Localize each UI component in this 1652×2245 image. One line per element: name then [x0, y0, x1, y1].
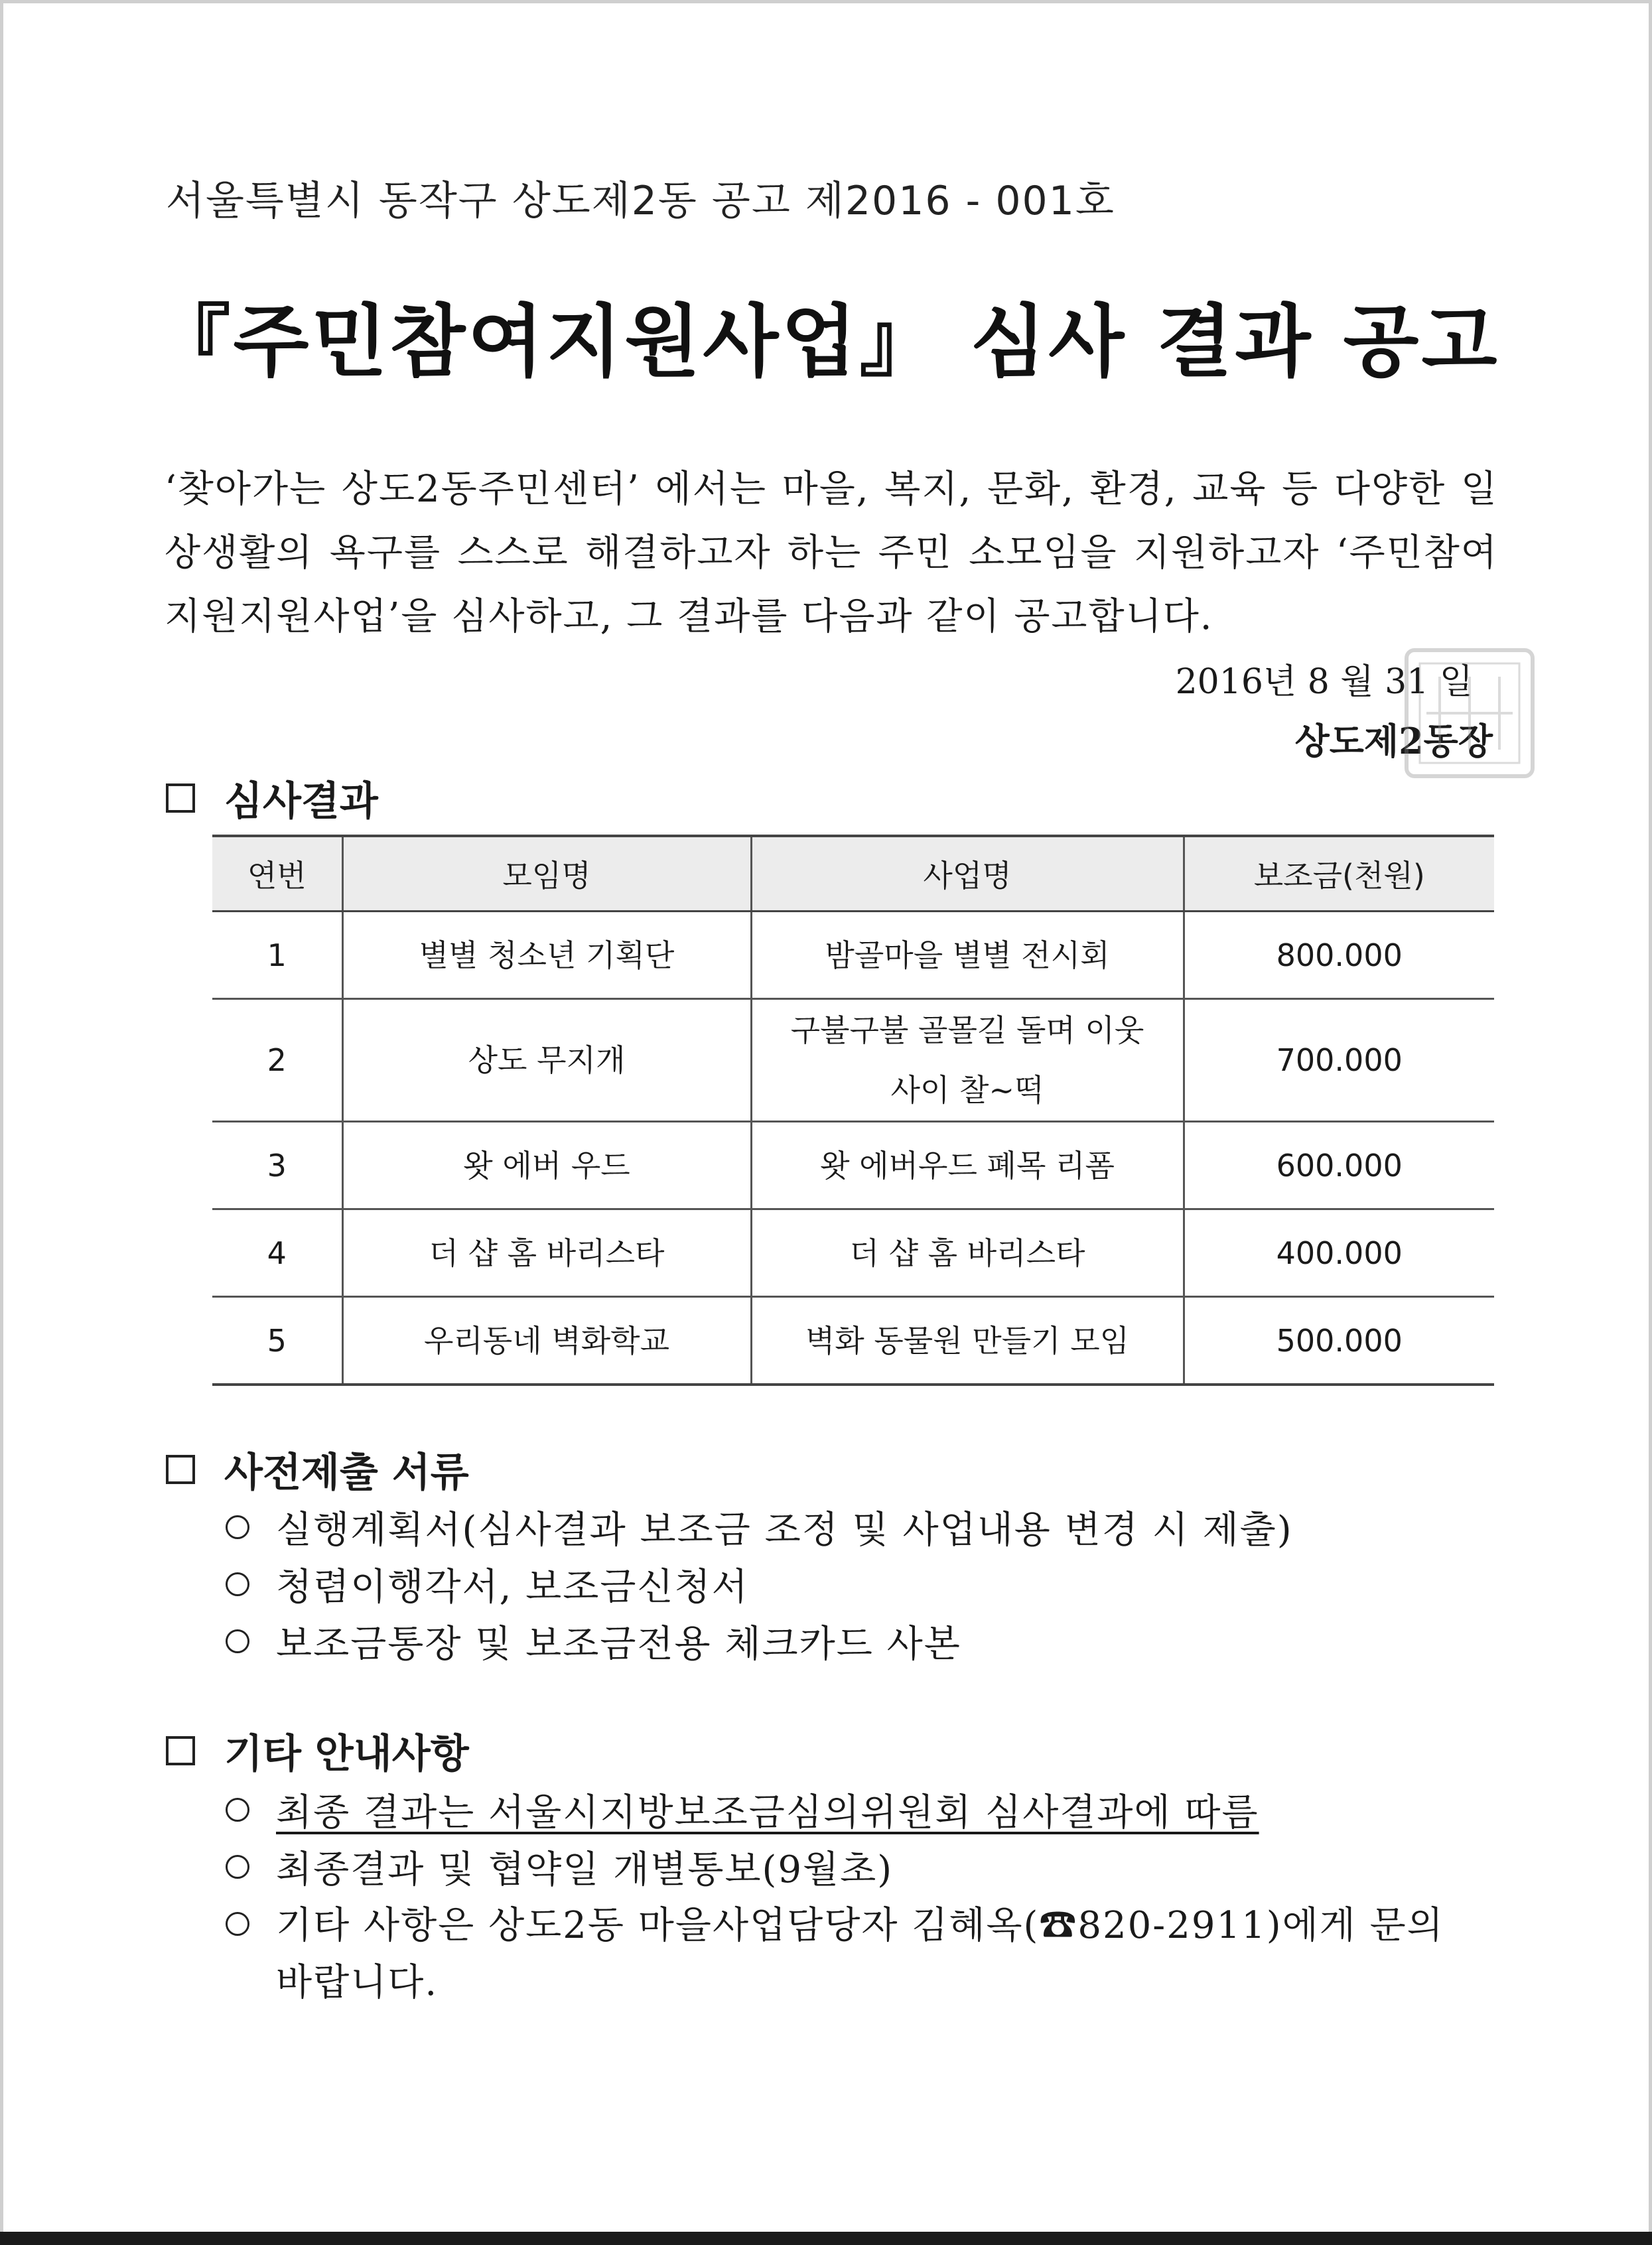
- table-row: [212, 1122, 1494, 1209]
- cell-amount: 500.000: [1184, 1297, 1494, 1385]
- cell-no: 3: [212, 1122, 342, 1209]
- documents-list: [226, 1501, 1293, 1672]
- cell-amount: 400.000: [1184, 1209, 1494, 1297]
- checkbox-icon: [166, 1455, 195, 1484]
- circle-bullet-icon: [226, 1855, 249, 1879]
- table-row: [212, 1209, 1494, 1297]
- col-header-no: 연번: [212, 836, 342, 912]
- cell-no: 1: [212, 912, 342, 999]
- checkbox-icon: [166, 783, 195, 813]
- cell-project: 밤골마을 별별 전시회: [751, 912, 1184, 999]
- cell-amount: 800.000: [1184, 912, 1494, 999]
- section-documents-heading: 사전제출 서류: [166, 1441, 469, 1498]
- notice-number: 서울특별시 동작구 상도제2동 공고 제2016 - 001호: [166, 178, 1115, 224]
- circle-bullet-icon: [226, 1572, 249, 1596]
- signer: 상도제2동장: [1294, 720, 1493, 762]
- cell-no: 4: [212, 1209, 342, 1297]
- cell-amount: 600.000: [1184, 1122, 1494, 1209]
- list-item: 최종 결과는 서울시지방보조금심의위원회 심사결과에 따름: [226, 1783, 1464, 1840]
- list-item: 최종결과 및 협약일 개별통보(9월초): [226, 1840, 1464, 1897]
- cell-project: 더 샵 홈 바리스타: [751, 1209, 1184, 1297]
- cell-no: 2: [212, 999, 342, 1122]
- cell-project: [751, 999, 1184, 1122]
- page-title: 『주민참여지원사업』 심사 결과 공고: [152, 296, 1500, 387]
- official-seal-stamp: [1387, 637, 1552, 789]
- section-results-heading: 심사결과: [166, 770, 378, 827]
- circle-bullet-icon: [226, 1629, 249, 1653]
- col-header-amount: 보조금(천원): [1184, 836, 1494, 912]
- intro-paragraph: ‘찾아가는 상도2동주민센터’ 에서는 마을, 복지, 문화, 환경, 교육 등 다양한 일상생활의 욕구를 스스로 해결하고자 하는 주민 소모임을 지원하고자 ‘주민참여 지원지원사업’을 심사하고, 그 결과를 다음과 같이 공고합니다.: [165, 468, 1498, 638]
- circle-bullet-icon: [226, 1515, 249, 1539]
- cell-group: 더 샵 홈 바리스타: [342, 1209, 751, 1297]
- cell-no: 5: [212, 1297, 342, 1385]
- cell-amount: 700.000: [1184, 999, 1494, 1122]
- notice-date: 2016년 8 월 31 일: [1175, 662, 1473, 702]
- scan-edge: [0, 2232, 1652, 2245]
- checkbox-icon: [166, 1736, 195, 1765]
- table-row: [212, 1297, 1494, 1385]
- list-item: 기타 사항은 상도2동 마을사업담당자 김혜옥(☎820-2911)에게 문의 바랍니다.: [226, 1897, 1464, 2011]
- other-notes-list: [226, 1783, 1464, 2011]
- cell-group: 우리동네 벽화학교: [342, 1297, 751, 1385]
- list-item: 보조금통장 및 보조금전용 체크카드 사본: [226, 1615, 1293, 1672]
- cell-group: 왓 에버 우드: [342, 1122, 751, 1209]
- section-other-heading: 기타 안내사항: [166, 1722, 469, 1779]
- col-header-group: 모임명: [342, 836, 751, 912]
- circle-bullet-icon: [226, 1912, 249, 1936]
- col-header-project: 사업명: [751, 836, 1184, 912]
- table-header-row: [212, 836, 1494, 912]
- list-item: 실행계획서(심사결과 보조금 조정 및 사업내용 변경 시 제출): [226, 1501, 1293, 1558]
- cell-project-line: 구불구불 골몰길 돌며 이웃: [790, 1012, 1144, 1048]
- list-item: 청렴이행각서, 보조금신청서: [226, 1558, 1293, 1615]
- table-row: [212, 912, 1494, 999]
- cell-project-line: 사이 찰~떡: [890, 1072, 1044, 1108]
- cell-project: 벽화 동물원 만들기 모임: [751, 1297, 1184, 1385]
- results-table: [212, 835, 1494, 1386]
- cell-project: 왓 에버우드 폐목 리폼: [751, 1122, 1184, 1209]
- cell-group: 상도 무지개: [342, 999, 751, 1122]
- table-row: [212, 999, 1494, 1122]
- circle-bullet-icon: [226, 1798, 249, 1822]
- cell-group: 별별 청소년 기획단: [342, 912, 751, 999]
